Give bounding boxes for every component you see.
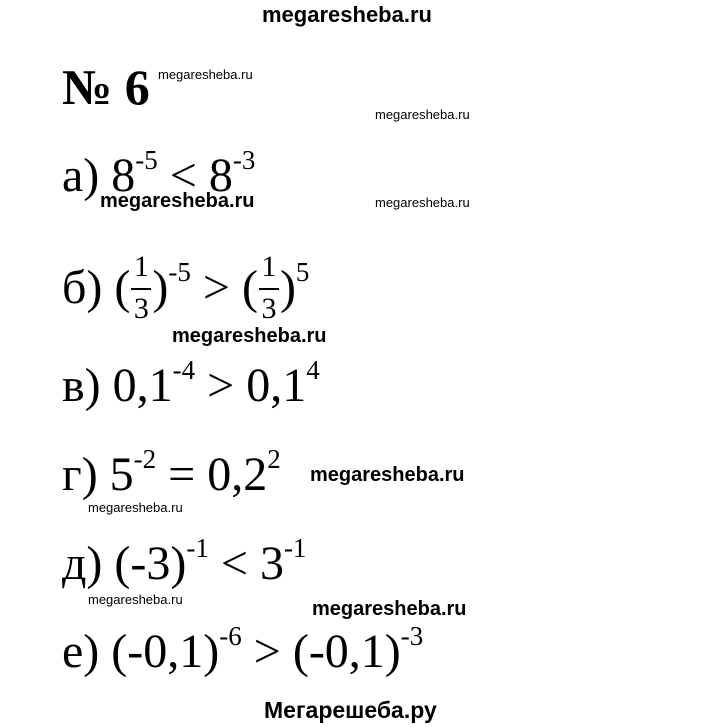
rhs-exponent: 4 — [306, 355, 320, 385]
watermark: megaresheba.ru — [310, 464, 465, 486]
item-v — [62, 355, 320, 412]
item-label: а) — [62, 149, 100, 202]
rhs-exponent: -3 — [400, 621, 424, 651]
header-site-name: megaresheba.ru — [262, 2, 432, 27]
relation: > — [202, 261, 230, 314]
lhs-base: (-3) — [114, 537, 187, 590]
fraction — [130, 249, 152, 325]
item-d — [62, 533, 307, 590]
lhs-exponent: -5 — [168, 257, 191, 287]
lhs-base: 5 — [109, 448, 134, 501]
watermark: megaresheba.ru — [100, 190, 255, 212]
item-g — [62, 444, 281, 501]
item-label: в) — [62, 359, 101, 412]
lhs-exponent: -4 — [172, 355, 196, 385]
lhs-base: 0,1 — [112, 359, 173, 412]
lhs-exponent: -6 — [219, 621, 242, 651]
relation: > — [207, 359, 235, 412]
item-label: д) — [62, 537, 103, 590]
lhs-exponent: -2 — [133, 444, 157, 474]
lhs-base: 8 — [111, 149, 136, 202]
relation: = — [168, 448, 196, 501]
lhs-base: (-0,1) — [111, 625, 220, 678]
title-watermark: megaresheba.ru — [158, 67, 253, 82]
lhs-exponent: -5 — [135, 145, 158, 175]
rhs-exponent: 2 — [267, 444, 281, 474]
item-b: б) ( $\frac{1}{3}$ )$^{-5}$ > ( $\frac{1}{3}$ )$^5$ — [62, 249, 310, 325]
watermark: megaresheba.ru — [172, 325, 327, 347]
fraction-denominator: 3 — [261, 291, 277, 325]
fraction-numerator: 1 — [261, 249, 277, 283]
rhs-base: 3 — [259, 537, 284, 590]
rhs-exponent: -1 — [283, 533, 307, 563]
footer-site-name: Мегарешеба.ру — [264, 697, 437, 723]
item-label: е) — [62, 625, 100, 678]
fraction-numerator: 1 — [133, 249, 149, 283]
rhs-exponent: 5 — [295, 257, 310, 287]
relation: < — [220, 537, 248, 590]
watermark: megaresheba.ru — [375, 195, 470, 210]
watermark: megaresheba.ru — [88, 500, 183, 515]
rhs-base: 0,2 — [207, 448, 268, 501]
rhs-base: (-0,1) — [292, 625, 401, 678]
fraction-denominator: 3 — [133, 291, 149, 325]
item-e — [62, 621, 424, 678]
item-label: г) — [62, 448, 98, 501]
watermark: megaresheba.ru — [312, 598, 467, 620]
lhs-exponent: -1 — [186, 533, 209, 563]
watermark: megaresheba.ru — [375, 107, 470, 122]
relation: > — [253, 625, 281, 678]
item-label: б) — [62, 261, 103, 314]
rhs-exponent: -3 — [232, 145, 256, 175]
relation: < — [169, 149, 197, 202]
rhs-base: 0,1 — [246, 359, 307, 412]
watermark: megaresheba.ru — [88, 592, 183, 607]
rhs-base: 8 — [208, 149, 233, 202]
task-number: № 6 — [62, 59, 150, 115]
fraction — [258, 249, 280, 325]
